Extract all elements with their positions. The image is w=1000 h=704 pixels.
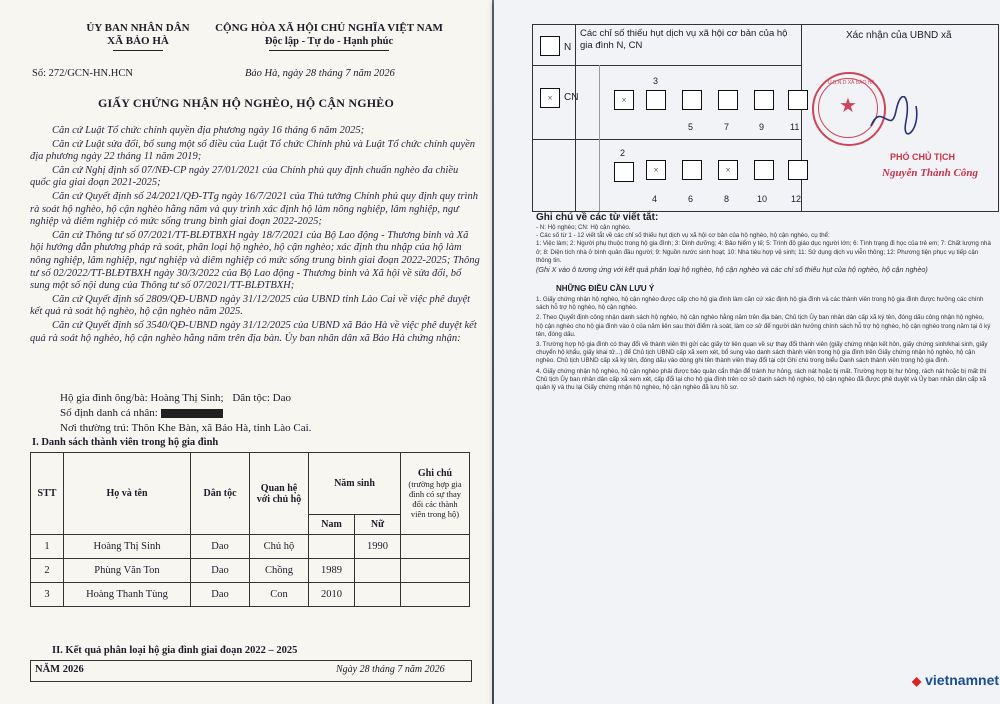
- cell-note: [401, 535, 470, 559]
- col-note: [401, 453, 470, 535]
- cell-female: [355, 559, 401, 583]
- table-row: [31, 583, 470, 607]
- residence-line: Nơi thường trú: Thôn Khe Bàn, xã Bảo Hà, tỉnh Lào Cai.: [60, 422, 312, 434]
- indicator-2-checkbox[interactable]: [614, 162, 634, 182]
- indicator-8-checkbox[interactable]: ×: [718, 160, 738, 180]
- indicator-number: 5: [688, 122, 694, 132]
- notice-list: [536, 296, 991, 392]
- col-birth-year: Năm sinh: [309, 453, 401, 515]
- preamble-item: Căn cứ Quyết định số 24/2021/QĐ-TTg ngày 16/7/2021 của Thủ tướng Chính phủ quy định quy trình rà soát hộ nghèo, hộ cận nghèo hằng năm và quy trình xác định hộ làm nông nghiệp, lâm nghiệp, ngư nghiệp và diêm nghiệp có mức sống trung bình giai đoạn 2022-2025;: [30, 190, 478, 228]
- year-row: [30, 660, 472, 682]
- national-motto: [194, 22, 464, 51]
- redacted-id: [161, 409, 223, 418]
- indicator-number: 6: [688, 194, 694, 204]
- indicator-number: 11: [790, 122, 800, 132]
- poor-label: N: [564, 42, 572, 53]
- col-female: Nữ: [355, 515, 401, 535]
- nation-line-1: CỘNG HÒA XÃ HỘI CHỦ NGHĨA VIỆT NAM: [215, 22, 443, 34]
- indicator-6-checkbox[interactable]: [682, 160, 702, 180]
- cell-relation: Chủ hộ: [250, 535, 309, 559]
- watermark-logo-icon: ◆: [912, 674, 922, 688]
- preamble-item: Căn cứ Thông tư số 07/2021/TT-BLĐTBXH ngày 18/7/2021 của Bộ Lao động - Thương binh và Xã hội hướng dẫn phương pháp rà soát, phân loại hộ nghèo, hộ cận nghèo; xác định thu nhập của hộ làm nông nghiệp, lâm nghiệp, ngư nghiệp và diêm nghiệp có mức sống trung bình giai đoạn 2022-2025; Thông tư số 02/2022/TT-BLĐTBXH ngày 30/3/2022 của Bộ Lao động - Thương binh và Xã hội về sửa đổi, bổ sung một số nội dung của Thông tư số 07/2021/TT-BLĐTBXH;: [30, 229, 480, 292]
- col-relation: Quan hệ với chủ hộ: [250, 453, 309, 535]
- abbreviations-list: [536, 224, 991, 274]
- confirmation-header: Xác nhận của UBND xã: [846, 30, 952, 41]
- year-date: Ngày 28 tháng 7 năm 2026: [336, 664, 445, 675]
- motto-underline: [269, 50, 389, 51]
- cell-male: 1989: [309, 559, 355, 583]
- section-members-title: I. Danh sách thành viên trong hộ gia đình: [32, 437, 219, 448]
- abbreviation-item: 1: Việc làm; 2: Người phụ thuộc trong hộ gia đình; 3: Dinh dưỡng; 4: Bảo hiểm y tế; 5: Trình độ giáo dục người lớn; 6: Tình trạng đi học của trẻ em; 7: Chất lượng nhà ở; 8: Diện tích nhà ở bình quân đầu người; 9: Nguồn nước sinh hoạt; 10: Nhà tiêu hợp vệ sinh; 11: Sử dụng dịch vụ viễn thông; 12: Phương tiện phục vụ tiếp cận thông tin.: [536, 240, 991, 264]
- cell-stt: 1: [31, 535, 64, 559]
- cell-name: Hoàng Thanh Tùng: [64, 583, 191, 607]
- household-head: Hộ gia đình ông/bà: Hoàng Thị Sinh;: [60, 392, 224, 404]
- note-title: Ghi chú: [417, 468, 453, 479]
- col-male: Nam: [309, 515, 355, 535]
- col-stt: STT: [31, 453, 64, 535]
- cell-relation: Con: [250, 583, 309, 607]
- poor-checkbox[interactable]: [540, 36, 560, 56]
- signer-role: PHÓ CHỦ TỊCH: [890, 152, 955, 162]
- agency-line-1: ỦY BAN NHÂN DÂN: [86, 22, 190, 34]
- nation-line-2: Độc lập - Tự do - Hạnh phúc: [264, 36, 394, 47]
- abbreviation-item: - Các số từ 1 - 12 viết tắt về các chỉ số thiếu hụt dịch vụ xã hội cơ bản của hộ nghèo, hộ cận nghèo, cụ thể:: [536, 232, 830, 240]
- personal-id-label: Số định danh cá nhân:: [60, 407, 158, 419]
- agency-underline: [113, 50, 163, 51]
- preamble-item: Căn cứ Luật Tổ chức chính quyền địa phương ngày 16 tháng 6 năm 2025;: [52, 125, 365, 136]
- indicator-number: 8: [724, 194, 730, 204]
- signer-name: Nguyễn Thành Công: [882, 167, 978, 179]
- preamble-item: Căn cứ Quyết định số 2809/QĐ-UBND ngày 31/12/2025 của UBND tỉnh Lào Cai về việc phê duyệt kết quả rà soát hộ nghèo, hộ cận nghèo năm 2025.: [30, 293, 471, 318]
- cell-relation: Chồng: [250, 559, 309, 583]
- indicator-number: 9: [759, 122, 765, 132]
- preamble-item: Căn cứ Luật sửa đổi, bổ sung một số điều của Luật Tổ chức Chính phủ và Luật Tổ chức chính quyền địa phương ngày 22 tháng 11 năm 2019;: [30, 138, 476, 163]
- indicator-9-checkbox[interactable]: [754, 90, 774, 110]
- indicator-3-checkbox[interactable]: [646, 90, 666, 110]
- indicator-grid: [532, 24, 802, 212]
- watermark-text: vietnamnet: [925, 672, 1000, 688]
- cell-ethnic: Dao: [191, 535, 250, 559]
- year-label: NĂM 2026: [35, 664, 84, 675]
- abbreviation-item: - N: Hộ nghèo; CN: Hộ cận nghèo.: [536, 224, 631, 231]
- cell-name: Hoàng Thị Sinh: [64, 535, 191, 559]
- notice-item: 1. Giấy chứng nhận hộ nghèo, hộ cận nghèo được cấp cho hộ gia đình làm căn cứ xác định hộ gia đình và các thành viên trong hộ gia đình được hưởng các chính sách hỗ trợ hộ nghèo, hộ cận nghèo.: [536, 296, 984, 312]
- indicator-number: 3: [653, 76, 659, 86]
- notice-item: 4. Giấy chứng nhận hộ nghèo, hộ cận nghèo phải được bảo quản cẩn thận để tránh hư hỏng, rách nát hoặc bị mất. Trường hợp bị hư hỏng, rách nát hoặc bị mất thì Chủ tịch Ủy ban nhân dân cấp xã xem xét, cấp đổi lại cho hộ gia đình trên cơ sở danh sách hộ nghèo, hộ cận nghèo đã được phê duyệt và Ủy ban nhân dân cấp xã quản lý và thu lại Giấy chứng nhận hộ nghèo, hộ cận nghèo đã lưu hồ sơ.: [536, 367, 987, 392]
- cell-female: [355, 583, 401, 607]
- cell-stt: 2: [31, 559, 64, 583]
- col-name: Họ và tên: [64, 453, 191, 535]
- document-title: GIẤY CHỨNG NHẬN HỘ NGHÈO, HỘ CẬN NGHÈO: [97, 96, 395, 110]
- col-ethnic: Dân tộc: [191, 453, 250, 535]
- legal-preamble: [30, 125, 480, 346]
- signature-scribble: [866, 96, 926, 142]
- indicator-5-checkbox[interactable]: [682, 90, 702, 110]
- members-table: [30, 452, 470, 607]
- cell-note: [401, 559, 470, 583]
- seal-ring-text: U.B.N.D XÃ BẢO HÀ: [828, 80, 875, 86]
- agency-line-2: XÃ BẢO HÀ: [107, 35, 169, 47]
- abbreviations-title: Ghi chú về các từ viết tắt:: [536, 212, 659, 223]
- document-number: Số: 272/GCN-HN.HCN: [32, 68, 133, 79]
- indicator-number: 7: [724, 122, 730, 132]
- preamble-item: Căn cứ Nghị định số 07/NĐ-CP ngày 27/01/2021 của Chính phủ quy định chuẩn nghèo đa chiều quốc gia giai đoạn 2021-2025;: [30, 164, 459, 189]
- certificate-front-page: [0, 0, 492, 704]
- abbreviation-instruction: (Ghi X vào ô tương ứng với kết quả phân loại hộ nghèo, hộ cận nghèo và các chỉ số thiếu hụt của hộ nghèo, hộ cận nghèo): [536, 265, 928, 275]
- cell-ethnic: Dao: [191, 559, 250, 583]
- star-emblem-icon: ★: [839, 95, 857, 117]
- section-classification-title: II. Kết quả phân loại hộ gia đình giai đoạn 2022 – 2025: [52, 645, 298, 656]
- indicator-12-checkbox[interactable]: [788, 160, 808, 180]
- issue-place-date: Bảo Hà, ngày 28 tháng 7 năm 2026: [245, 68, 395, 79]
- indicator-10-checkbox[interactable]: [754, 160, 774, 180]
- note-subtitle: (trường hợp gia đình có sự thay đổi các thành viên trong hộ): [408, 479, 462, 519]
- indicator-number: 12: [791, 194, 802, 204]
- indicator-number: 4: [652, 194, 658, 204]
- notice-item: 2. Theo Quyết định công nhận danh sách hộ nghèo, hộ cận nghèo hằng năm trên địa bàn, Chủ tịch Ủy ban nhân dân cấp xã ký tên, đóng dấu công nhận hộ nghèo, hộ cận nghèo cho hộ gia đình vào ô của năm liên sau thời điểm rà soát, làm cơ sở để người dân hưởng chính sách hỗ trợ hộ nghèo, hộ cận nghèo trong năm tại ô ký tên, đóng dấu.: [536, 314, 991, 338]
- near-poor-label: CN: [564, 92, 579, 103]
- near-poor-checkbox[interactable]: ×: [540, 88, 560, 108]
- cell-male: [309, 535, 355, 559]
- notice-item: 3. Trường hợp hộ gia đình có thay đổi về thành viên thì gửi các giấy tờ liên quan về sự thay đổi thành viên (giấy chứng nhận kết hôn, giấy chứng sinh/khai sinh, giấy chuyển hộ khẩu, giấy khai tử...) để Chủ tịch UBND cấp xã xem xét, bổ sung vào danh sách thành viên trong hộ gia đình trên Giấy chứng nhận hộ nghèo, hộ cận nghèo. Chủ tịch UBND cấp xã ký tên, đóng dấu vào dòng ghi tên thành viên thay đổi tại cột Ghi chú trong biểu Danh sách thành viên trong hộ gia đình.: [536, 341, 988, 365]
- indicator-7-checkbox[interactable]: [718, 90, 738, 110]
- certificate-back-page: [494, 0, 1000, 704]
- indicator-column-header: Các chỉ số thiếu hụt dịch vụ xã hội cơ bản của hộ gia đình N, CN: [580, 28, 788, 51]
- indicator-4-checkbox[interactable]: ×: [646, 160, 666, 180]
- preamble-item: Căn cứ Quyết định số 3540/QĐ-UBND ngày 31/12/2025 của UBND xã Bảo Hà về việc phê duyệt kết quả rà soát hộ nghèo, hộ cận nghèo hằng năm trên địa bàn. Ủy ban nhân dân xã Bảo Hà chứng nhận:: [30, 319, 477, 344]
- indicator-1-checkbox[interactable]: ×: [614, 90, 634, 110]
- indicator-number: 2: [620, 148, 626, 158]
- indicator-number: 10: [757, 194, 768, 204]
- publisher-watermark: [912, 672, 999, 688]
- notice-title: NHỮNG ĐIỀU CẦN LƯU Ý: [556, 284, 655, 293]
- cell-male: 2010: [309, 583, 355, 607]
- table-row: [31, 559, 470, 583]
- cell-name: Phùng Văn Ton: [64, 559, 191, 583]
- cell-female: 1990: [355, 535, 401, 559]
- table-header-row: [31, 453, 470, 515]
- cell-stt: 3: [31, 583, 64, 607]
- personal-id-line: [60, 407, 223, 419]
- household-ethnic: Dân tộc: Dao: [232, 392, 291, 404]
- table-row: [31, 535, 470, 559]
- cell-ethnic: Dao: [191, 583, 250, 607]
- indicator-11-checkbox[interactable]: [788, 90, 808, 110]
- household-head-line: [60, 392, 291, 404]
- cell-note: [401, 583, 470, 607]
